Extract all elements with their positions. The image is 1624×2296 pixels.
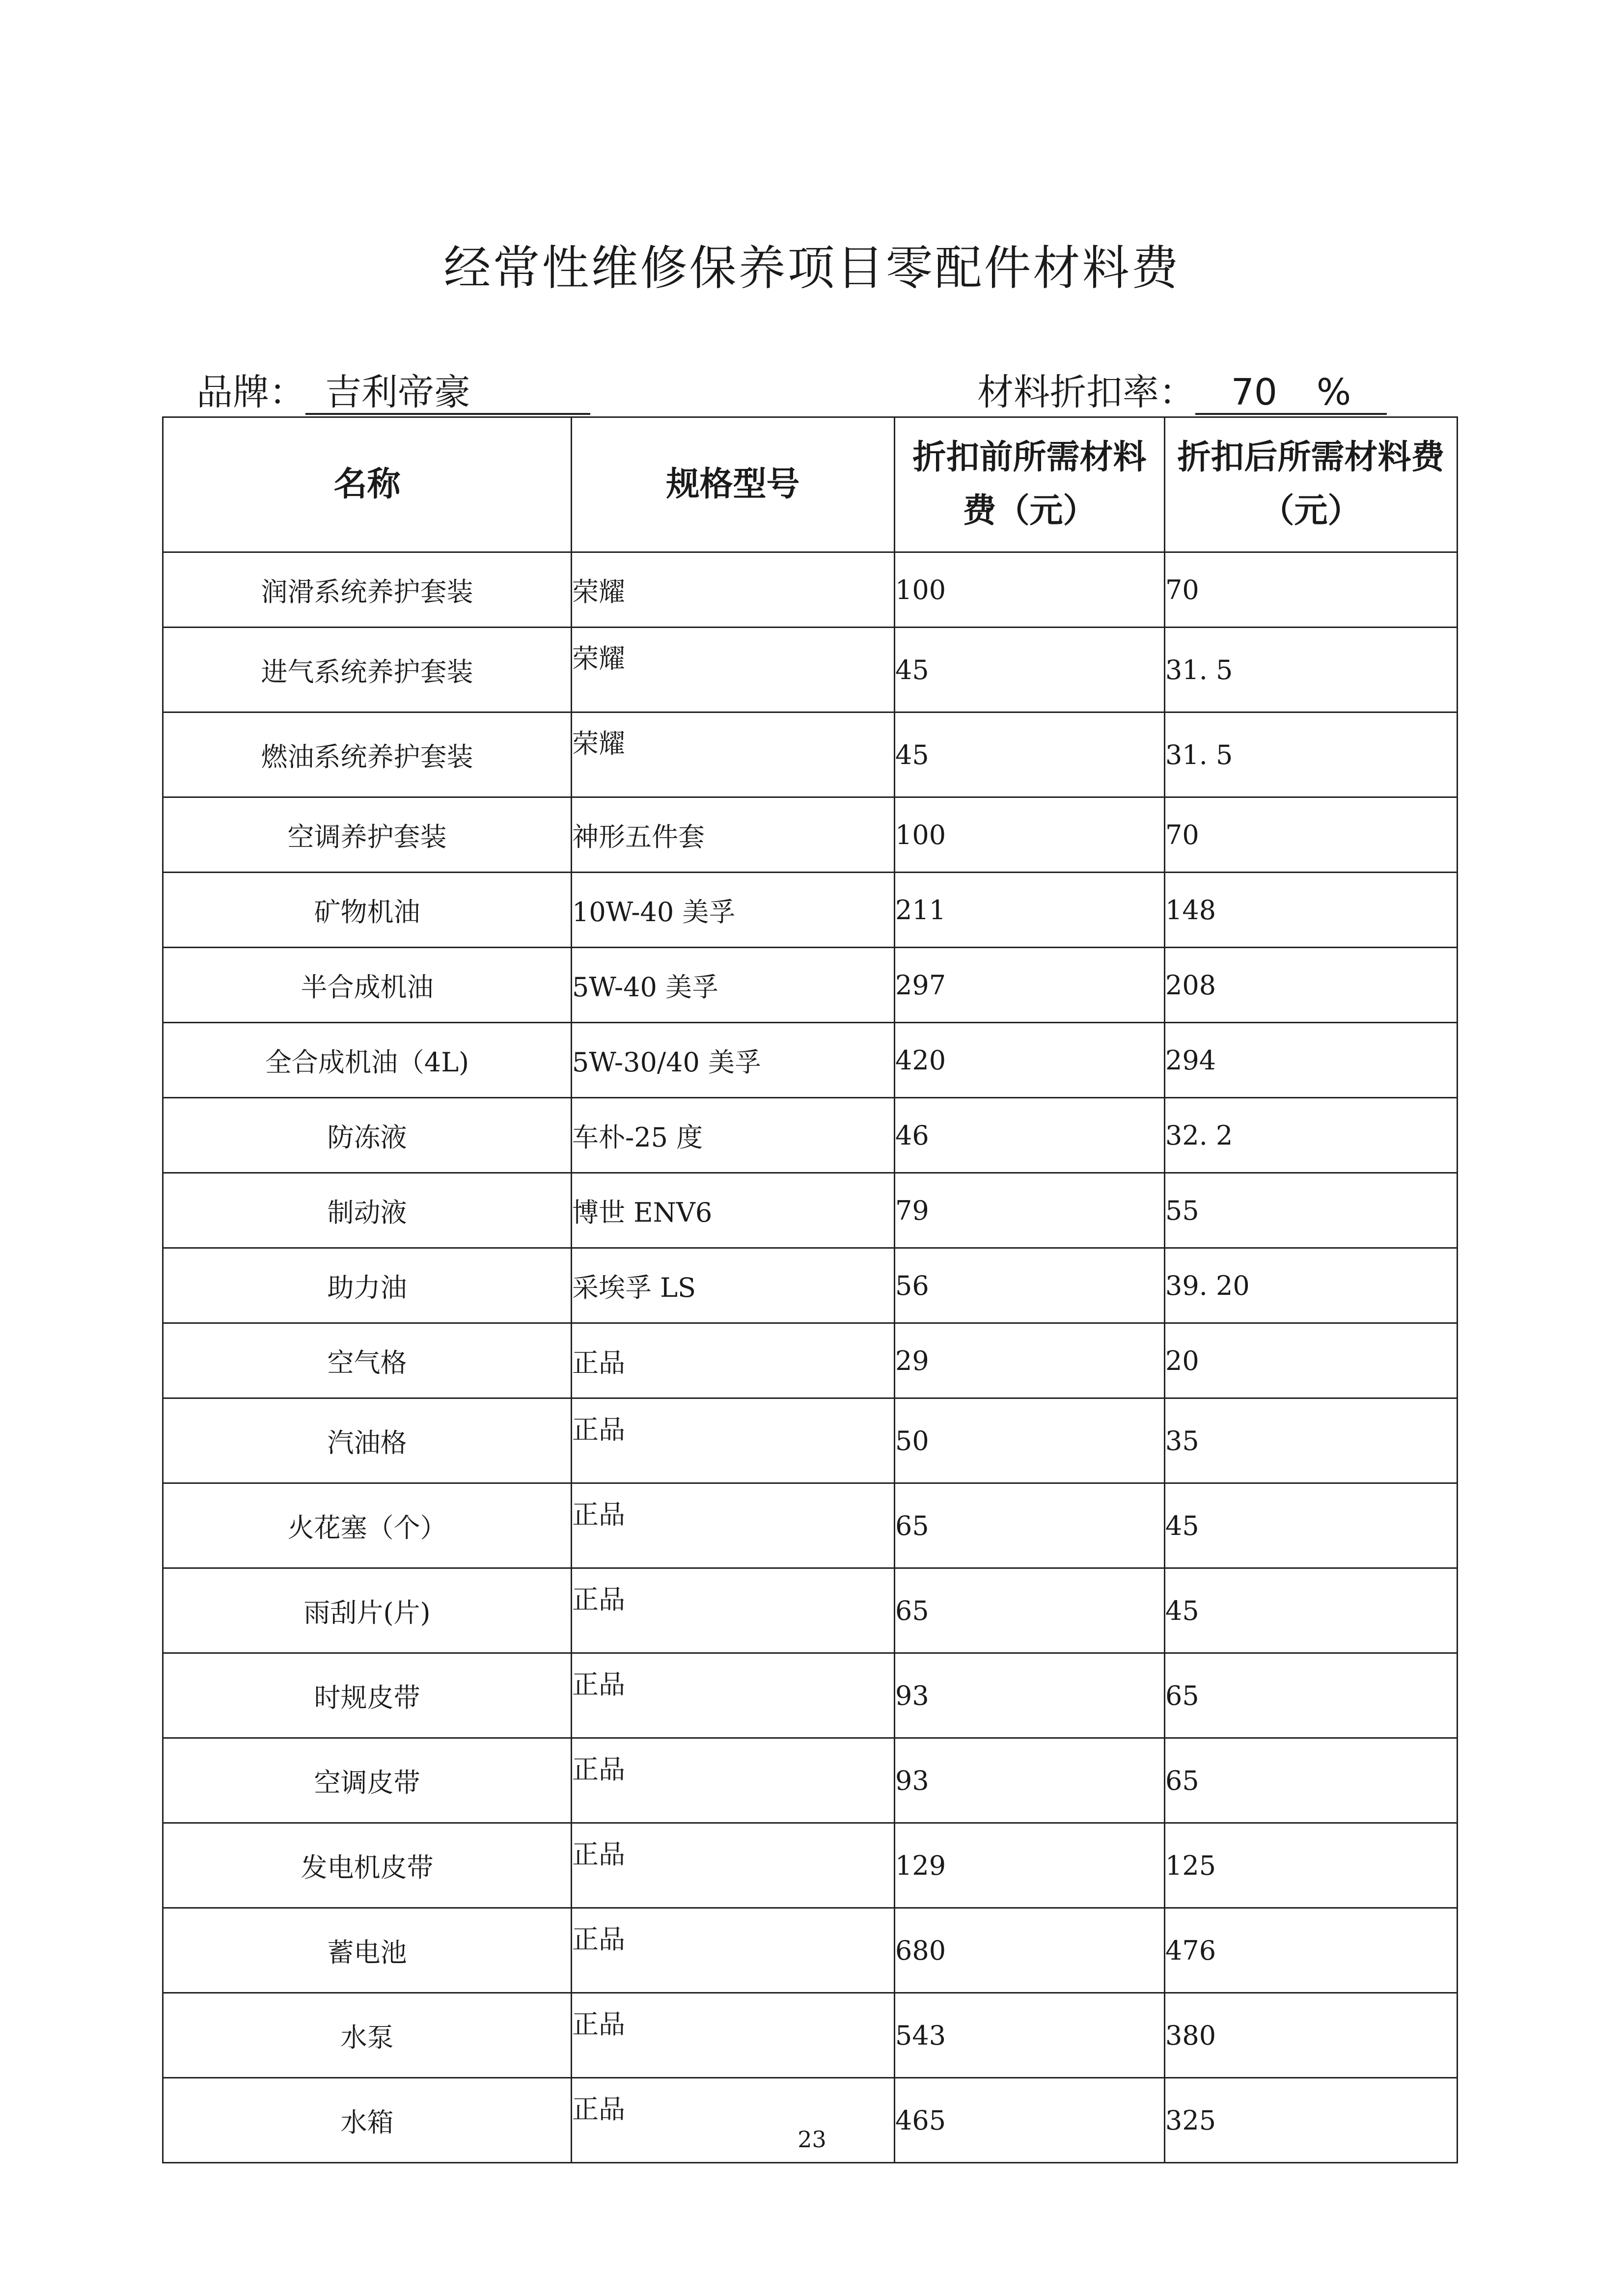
cell-price-before: 543 [895,1993,1165,2078]
cell-price-before: 46 [895,1098,1165,1173]
cell-spec: 采埃孚 LS [572,1248,895,1323]
table-row [163,1098,1458,1173]
cell-name: 矿物机油 [163,873,572,948]
cell-price-before: 420 [895,1023,1165,1098]
table-row [163,1323,1458,1398]
cell-spec: 5W-40 美孚 [572,948,895,1023]
cell-price-before: 56 [895,1248,1165,1323]
cell-name: 空调养护套装 [163,797,572,873]
table-row [163,1398,1458,1483]
cell-price-after: 325 [1165,2078,1458,2163]
table-header-row [163,417,1458,552]
cell-name: 制动液 [163,1173,572,1248]
cell-name: 时规皮带 [163,1653,572,1738]
cell-name: 蓄电池 [163,1908,572,1993]
cell-name: 全合成机油（4L) [163,1023,572,1098]
cell-price-before: 65 [895,1483,1165,1568]
cell-price-after: 31. 5 [1165,712,1458,797]
cell-spec: 正品 [572,1823,895,1908]
cell-name: 汽油格 [163,1398,572,1483]
cell-name: 进气系统养护套装 [163,628,572,712]
cell-price-before: 680 [895,1908,1165,1993]
cell-spec: 10W-40 美孚 [572,873,895,948]
cell-price-before: 465 [895,2078,1165,2163]
cell-price-after: 31. 5 [1165,628,1458,712]
cell-price-after: 32. 2 [1165,1098,1458,1173]
table-row [163,1023,1458,1098]
brand-value: 吉利帝豪 [305,374,590,415]
cell-price-before: 93 [895,1738,1165,1823]
cell-spec: 博世 ENV6 [572,1173,895,1248]
cell-name: 空气格 [163,1323,572,1398]
cell-spec: 正品 [572,2078,895,2163]
cell-spec: 正品 [572,1398,895,1483]
table-row [163,1738,1458,1823]
table-row [163,1908,1458,1993]
cell-price-before: 45 [895,712,1165,797]
cell-spec: 正品 [572,1568,895,1653]
cell-price-after: 45 [1165,1568,1458,1653]
cell-price-before: 29 [895,1323,1165,1398]
cell-price-after: 65 [1165,1738,1458,1823]
cell-name: 水泵 [163,1993,572,2078]
table-row [163,1173,1458,1248]
cell-name: 火花塞（个） [163,1483,572,1568]
table-row [163,1248,1458,1323]
cell-price-before: 100 [895,552,1165,628]
cell-name: 润滑系统养护套装 [163,552,572,628]
cell-spec: 正品 [572,1993,895,2078]
cell-spec: 正品 [572,1653,895,1738]
cell-price-before: 65 [895,1568,1165,1653]
cell-spec: 荣耀 [572,552,895,628]
cell-price-before: 50 [895,1398,1165,1483]
discount-label: 材料折扣率： [977,371,1195,413]
cell-spec: 荣耀 [572,628,895,712]
table-row [163,1568,1458,1653]
cell-price-after: 70 [1165,552,1458,628]
cell-name: 水箱 [163,2078,572,2163]
cell-spec: 正品 [572,1323,895,1398]
cell-name: 空调皮带 [163,1738,572,1823]
brand-label: 品牌： [196,371,305,413]
table-row [163,1993,1458,2078]
cell-spec: 正品 [572,1483,895,1568]
page-number: 23 [798,2126,826,2153]
cell-price-after: 20 [1165,1323,1458,1398]
cell-price-after: 35 [1165,1398,1458,1483]
table-row [163,873,1458,948]
cell-price-before: 211 [895,873,1165,948]
page-title: 经常性维修保养项目零配件材料费 [443,241,1181,296]
cell-price-after: 55 [1165,1173,1458,1248]
cell-price-after: 294 [1165,1023,1458,1098]
discount-value-field [1195,371,1387,415]
cell-price-before: 129 [895,1823,1165,1908]
cell-name: 发电机皮带 [163,1823,572,1908]
header-spec: 规格型号 [572,417,895,552]
header-before: 折扣前所需材料费（元） [895,417,1165,552]
header-after: 折扣后所需材料费（元） [1165,417,1458,552]
cell-price-before: 79 [895,1173,1165,1248]
parts-table [162,416,1458,2163]
table-row [163,1823,1458,1908]
cell-spec: 正品 [572,1738,895,1823]
cell-price-after: 39. 20 [1165,1248,1458,1323]
discount-unit: % [1316,371,1351,413]
cell-price-before: 45 [895,628,1165,712]
cell-spec: 正品 [572,1908,895,1993]
cell-price-after: 65 [1165,1653,1458,1738]
table-row [163,1653,1458,1738]
cell-price-before: 100 [895,797,1165,873]
cell-name: 燃油系统养护套装 [163,712,572,797]
cell-spec: 5W-30/40 美孚 [572,1023,895,1098]
cell-price-after: 148 [1165,873,1458,948]
table-row [163,948,1458,1023]
cell-price-after: 45 [1165,1483,1458,1568]
table-row [163,797,1458,873]
cell-name: 雨刮片(片) [163,1568,572,1653]
cell-spec: 荣耀 [572,712,895,797]
cell-price-after: 208 [1165,948,1458,1023]
cell-price-after: 70 [1165,797,1458,873]
cell-spec: 车朴-25 度 [572,1098,895,1173]
cell-price-after: 380 [1165,1993,1458,2078]
table-body [163,552,1458,2163]
cell-name: 助力油 [163,1248,572,1323]
cell-name: 防冻液 [163,1098,572,1173]
cell-price-before: 93 [895,1653,1165,1738]
cell-price-before: 297 [895,948,1165,1023]
table-row [163,628,1458,712]
cell-name: 半合成机油 [163,948,572,1023]
header-name: 名称 [163,417,572,552]
cell-price-after: 476 [1165,1908,1458,1993]
discount-value: 70 [1231,371,1277,413]
brand-line [196,363,590,415]
table-row [163,552,1458,628]
table-row [163,1483,1458,1568]
discount-line [977,363,1387,415]
table-row [163,712,1458,797]
cell-price-after: 125 [1165,1823,1458,1908]
cell-spec: 神形五件套 [572,797,895,873]
